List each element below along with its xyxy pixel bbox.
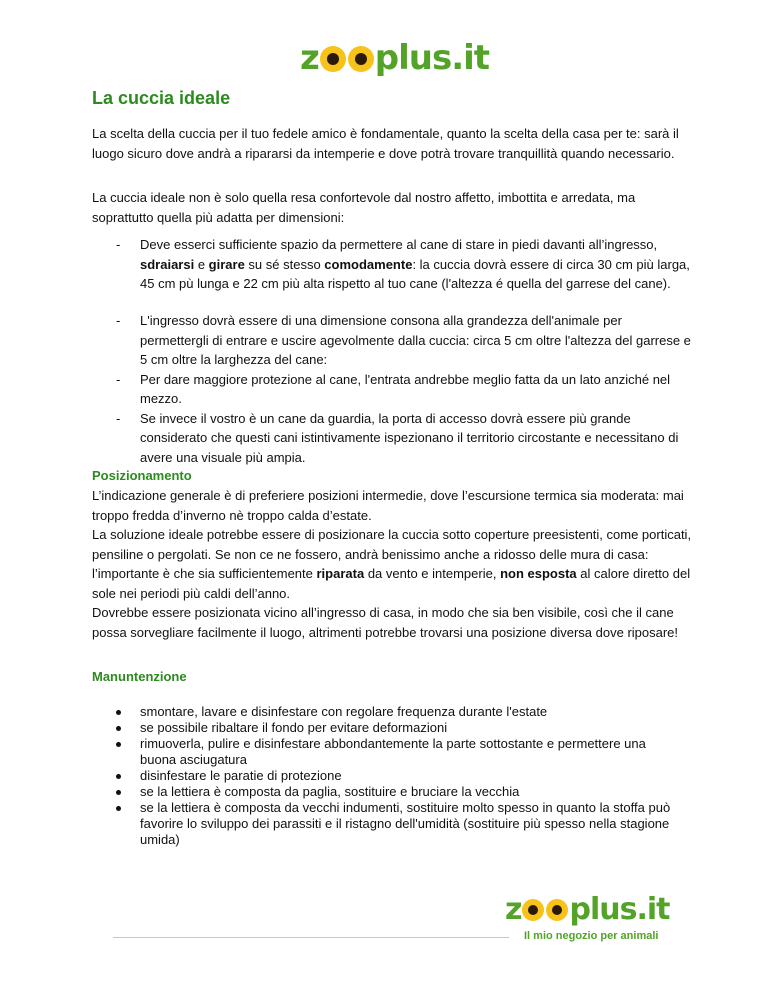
logo-text-start: z	[300, 38, 319, 78]
list-item: - Se invece il vostro è un cane da guardia, la porta di accesso dovrà essere più grande considerato che questi cani istintivamente ispezionano il territorio circostante e necessitano di avere una visuale più ampia.	[92, 409, 692, 468]
section-heading-positioning: Posizionamento	[92, 468, 192, 483]
positioning-line-1: L’indicazione generale è di preferiere posizioni intermedie, dove l’escursione termica sia moderata: mai troppo fredda d’inverno nè troppo calda d’estate.	[92, 488, 684, 523]
page-title: La cuccia ideale	[92, 88, 231, 108]
positioning-line-3: Dovrebbe essere posizionata vicino all’ingresso di casa, in modo che sia ben visibile, così che il cane possa sorvegliare facilmente il luogo, altrimenti potrebbe trovarsi una posizione diversa dove riposare!	[92, 605, 679, 640]
list-item: disinfestare le paratie di protezione	[92, 768, 682, 784]
logo-eye-icon	[348, 46, 374, 72]
logo-text-end: plus	[374, 38, 452, 78]
footer-tagline: Il mio negozio per animali	[524, 930, 659, 942]
positioning-text	[92, 486, 692, 642]
list-item: rimuoverla, pulire e disinfestare abbondantemente la parte sottostante e permettere una buona asciugatura	[92, 736, 682, 768]
maintenance-list	[92, 704, 682, 848]
intro-paragraph-1: La scelta della cuccia per il tuo fedele amico è fondamentale, quanto la scelta della casa per te: sarà il luogo sicuro dove andrà a ripararsi da intemperie e dove potrà trovare tranquillità quando necessario.	[92, 126, 679, 161]
list-item: - L'ingresso dovrà essere di una dimensione consona alla grandezza dell'animale per permettergli di entrare e uscire agevolmente dalla cuccia: circa 5 cm oltre l'altezza del garrese e 5 cm oltre la larghezza del cane:	[92, 311, 692, 370]
logo-suffix: .it	[451, 38, 490, 78]
list-item: - Per dare maggiore protezione al cane, l'entrata andrebbe meglio fatta da un lato anziché nel mezzo.	[92, 370, 692, 409]
zooplus-logo	[300, 38, 489, 78]
entrance-requirements-list	[92, 311, 692, 467]
logo-eye-icon	[546, 899, 568, 921]
list-item: se la lettiera è composta da vecchi indumenti, sostituire molto spesso in quanto la stoffa può favorire lo sviluppo dei parassiti e il ristagno dell'umidità (sostituire più spesso nella stagione umida)	[92, 800, 682, 848]
list-item: se la lettiera è composta da paglia, sostituire e bruciare la vecchia	[92, 784, 682, 800]
section-heading-maintenance: Manuntenzione	[92, 669, 187, 684]
footer-zooplus-logo	[505, 892, 669, 927]
positioning-line-2: La soluzione ideale potrebbe essere di posizionare la cuccia sotto coperture preesistenti, come porticati, pensiline o pergolati. Se non ce ne fossero, andrà benissimo anche a ridosso delle mura di casa: l’importante è che sia sufficientemente riparata da vento e intemperie, non esposta al calore diretto del sole nei periodi più caldi dell’anno.	[92, 527, 692, 601]
logo-suffix: .it	[636, 892, 670, 927]
logo-text-end: plus	[569, 892, 637, 927]
logo-eye-icon	[320, 46, 346, 72]
list-item: smontare, lavare e disinfestare con regolare frequenza durante l'estate	[92, 704, 682, 720]
footer-divider	[113, 937, 509, 938]
logo-text-start: z	[505, 892, 522, 927]
size-requirements-list	[92, 235, 692, 294]
logo-eye-icon	[522, 899, 544, 921]
list-item: - Deve esserci sufficiente spazio da permettere al cane di stare in piedi davanti all’ingresso, sdraiarsi e girare su sé stesso comodamente: la cuccia dovrà essere di circa 30 cm più larga, 45 cm pù lunga e 22 cm più alta rispetto al tuo cane (l'altezza é quella del garrese del cane).	[92, 235, 692, 294]
intro-paragraph-2: La cuccia ideale non è solo quella resa confortevole dal nostro affetto, imbottita e arredata, ma soprattutto quella più adatta per dimensioni:	[92, 190, 636, 225]
list-item: se possibile ribaltare il fondo per evitare deformazioni	[92, 720, 682, 736]
